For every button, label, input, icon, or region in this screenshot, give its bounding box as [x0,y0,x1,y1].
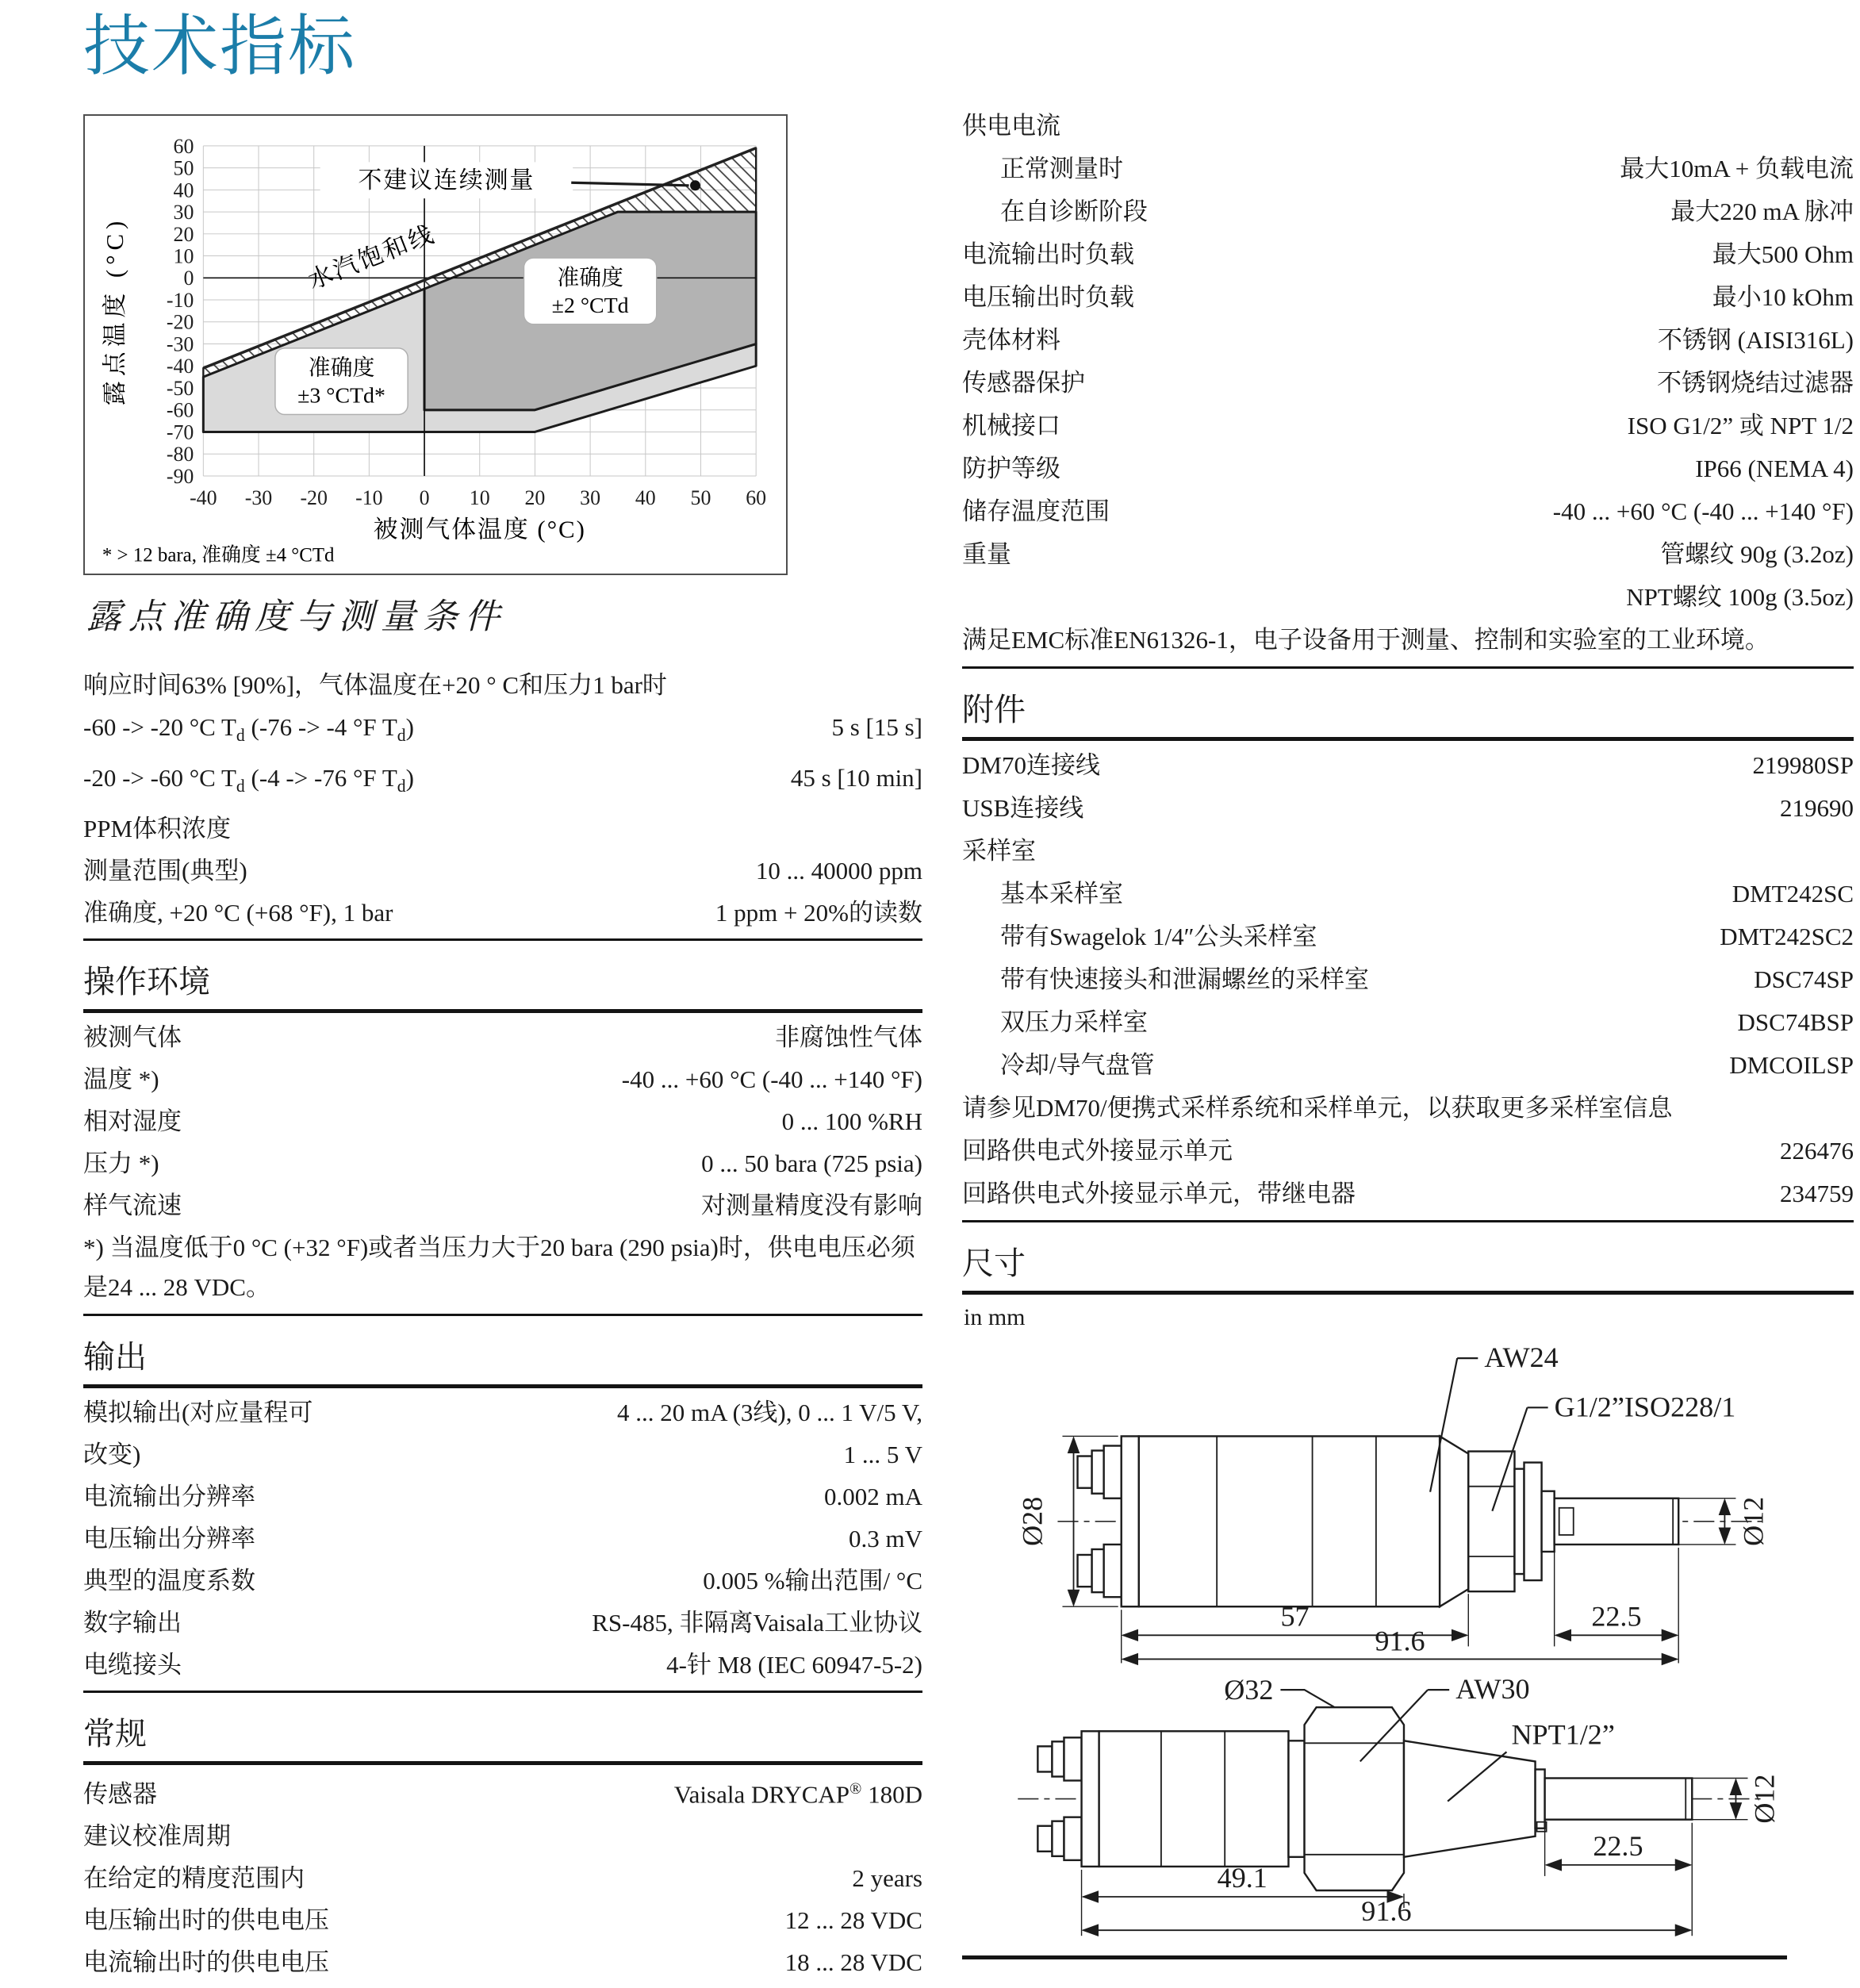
svg-text:50: 50 [690,485,711,509]
section-note: *) 当温度低于0 °C (+32 °F)或者当压力大于20 bara (290 psia)时，供电电压必须是24 ... 28 VDC。 [83,1233,915,1301]
section-supply-current [962,102,1854,669]
svg-text:10: 10 [173,244,194,268]
spec-value: 18 ... 28 VDC [784,1948,922,1977]
spec-row [83,757,922,808]
spec-label: USB连接线 [962,794,1084,822]
spec-value: 219690 [1780,794,1854,822]
section-title: 尺寸 [962,1245,1854,1295]
npt-taper-thread [1404,1741,1536,1858]
spec-row [962,830,1854,873]
spec-value: -40 ... +60 °C (-40 ... +140 °F) [1552,497,1854,525]
spec-value: 最大10mA + 负载电流 [1620,155,1854,182]
spec-row [83,1184,922,1226]
spec-label: 模拟输出(对应量程可 [83,1398,313,1426]
spec-label: 电流输出时的供电电压 [83,1948,329,1977]
spec-label: 重量 [962,540,1011,568]
dew-point-accuracy-chart [85,119,786,573]
operating-environment-table [83,1013,922,1316]
spec-value: 0 ... 50 bara (725 psia) [701,1149,922,1177]
section-dimensions [962,1245,1854,1959]
spec-label: 供电电流 [962,112,1060,140]
svg-text:-60: -60 [166,398,194,422]
svg-text:-90: -90 [166,465,194,489]
probe-length-label: 22.5 [1591,1600,1642,1633]
spec-row [962,148,1854,190]
spec-row [962,1172,1854,1215]
spec-label: 建议校准周期 [83,1822,231,1851]
svg-text:60: 60 [173,134,194,158]
svg-text:60: 60 [746,485,767,509]
accessories-table [962,741,1854,1222]
spec-label: 带有Swagelok 1/4″公头采样室 [1000,923,1317,950]
spec-value: 最大500 Ohm [1712,240,1854,268]
spec-value: DSC74BSP [1737,1008,1854,1036]
spec-value: 0 ... 100 %RH [781,1107,922,1135]
spec-row [83,706,922,757]
spec-row [83,1899,922,1941]
spec-value: 45 s [10 min] [790,763,922,792]
spec-value: 5 s [15 s] [831,712,922,741]
spec-row [962,362,1854,405]
spec-row [962,233,1854,276]
spec-value: Vaisala DRYCAP® 180D [673,1779,922,1809]
body-length-label: 57 [1280,1600,1310,1633]
spec-label: 样气流速 [83,1191,182,1219]
spec-value: 234759 [1780,1180,1854,1207]
spec-row [962,447,1854,490]
probe-diameter-label: Ø12 [1737,1496,1770,1546]
spec-value: 不锈钢 (AISI316L) [1657,326,1854,354]
spec-value: ISO G1/2” 或 NPT 1/2 [1627,412,1854,439]
svg-text:±2 °CTd: ±2 °CTd [551,294,629,319]
spec-row [83,1815,922,1857]
body-length-label: 49.1 [1217,1862,1267,1894]
svg-text:50: 50 [173,156,194,180]
page-bottom-rule [962,1955,1787,1959]
hex-nut [1305,1708,1404,1891]
svg-text:40: 40 [173,178,194,202]
spec-label: 温度 *) [83,1065,159,1093]
spec-row [962,405,1854,447]
spec-row [962,533,1854,576]
general-table [83,1765,922,1988]
spec-row [83,1518,922,1560]
spec-value: RS-485, 非隔离Vaisala工业协议 [592,1608,922,1637]
spec-row [83,1016,922,1058]
body-diameter-label: Ø28 [1016,1496,1049,1546]
svg-text:-20: -20 [300,485,328,509]
svg-text:20: 20 [524,485,546,509]
spec-label: 电压输出分辨率 [83,1524,255,1552]
spec-value: 0.005 %输出范围/ °C [703,1566,922,1595]
spec-value: DMT242SC [1732,880,1854,908]
dimension-drawing-g12 [962,1334,1854,1664]
svg-text:-40: -40 [190,485,217,509]
section-note: 请参见DM70/便携式采样系统和采样单元，以获取更多采样室信息 [962,1094,1673,1122]
page-title: 技术指标 [83,10,357,84]
svg-text:-30: -30 [166,332,194,356]
not-recommended-label: 不建议连续测量 [358,167,535,194]
svg-text:-10: -10 [355,485,383,509]
svg-text:0: 0 [183,267,194,290]
spec-value: 0.002 mA [824,1482,922,1510]
dimension-unit-note: in mm [964,1304,1026,1330]
total-length-label: 91.6 [1361,1895,1412,1928]
dimension-drawing-npt [962,1668,1854,1942]
spec-row [962,873,1854,915]
spec-value: 1 ppm + 20%的读数 [715,898,922,927]
spec-label: PPM体积浓度 [83,814,232,842]
spec-row [962,576,1854,619]
svg-text:20: 20 [173,222,194,246]
svg-text:-30: -30 [244,485,273,509]
svg-text:±3 °CTd*: ±3 °CTd* [297,383,385,409]
spec-label: 冷却/导气盘管 [1000,1051,1155,1079]
supply-current-table [962,102,1854,669]
spec-label: 在给定的精度范围内 [83,1864,305,1893]
output-table [83,1388,922,1693]
spec-value: 12 ... 28 VDC [784,1906,922,1935]
spec-label: 正常测量时 [1000,155,1123,182]
spec-label: DM70连接线 [962,751,1100,779]
spec-value: 不锈钢烧结过滤器 [1657,369,1854,397]
spec-label: 壳体材料 [962,326,1060,354]
thread-relief [1514,1469,1524,1574]
spec-row [83,1602,922,1644]
spec-value: DMCOILSP [1729,1051,1854,1079]
total-length-label: 91.6 [1375,1625,1425,1657]
spec-row [962,105,1854,148]
spec-row [962,276,1854,319]
spec-row [83,1476,922,1518]
section-general [83,1715,922,1988]
spec-label: 传感器 [83,1780,157,1809]
spec-row [83,850,922,892]
thread-spec-label: NPT1/2” [1511,1718,1615,1751]
spec-row [962,1130,1854,1172]
spec-label: 防护等级 [962,455,1060,482]
hex-diameter-label: Ø32 [1224,1674,1274,1706]
saturation-line-label: 水汽饱和线 [304,220,439,295]
y-axis-label: 露点温度 (°C) [101,216,128,406]
spec-label: 电缆接头 [83,1650,182,1679]
svg-text:30: 30 [580,485,601,509]
section-response-time [83,661,922,941]
spec-row [962,190,1854,233]
spec-value: DSC74SP [1754,965,1854,993]
wrench-size-label: AW30 [1455,1673,1530,1706]
spec-value: IP66 (NEMA 4) [1695,455,1854,482]
spec-label: 测量范围(典型) [83,856,247,885]
svg-text:-50: -50 [166,377,194,401]
spec-label: 传感器保护 [962,369,1085,397]
spec-label: 相对湿度 [83,1107,182,1135]
spec-value: 219980SP [1752,751,1854,779]
spec-row [962,1001,1854,1044]
figure-caption: 露点准确度与测量条件 [86,597,507,636]
spec-value: 非腐蚀性气体 [775,1023,922,1051]
svg-text:30: 30 [173,201,194,225]
spec-value: 对测量精度没有影响 [701,1191,922,1219]
spec-label: 改变) [83,1440,141,1468]
spec-value: NPT螺纹 100g (3.5oz) [1626,583,1854,611]
transmitter-body [1122,1436,1678,1606]
spec-label: 典型的温度系数 [83,1566,255,1595]
spec-value: 10 ... 40000 ppm [755,856,922,885]
spec-value: -40 ... +60 °C (-40 ... +140 °F) [621,1065,922,1093]
spec-row [962,787,1854,830]
spec-row [83,1941,922,1983]
response-time-table [83,661,922,941]
spec-value: 最小10 kOhm [1712,283,1854,311]
spec-row [962,958,1854,1001]
wrench-size-label: AW24 [1484,1341,1559,1374]
spec-label: 基本采样室 [1000,880,1123,908]
spec-value: 1 ... 5 V [843,1440,922,1468]
section-title: 操作环境 [83,963,922,1013]
spec-label: 双压力采样室 [1000,1008,1148,1036]
chart-footnote: * > 12 bara, 准确度 ±4 °CTd [102,544,335,566]
spec-row [962,744,1854,787]
spec-value: DMT242SC2 [1720,923,1854,950]
spec-row [962,915,1854,958]
spec-row [83,1142,922,1184]
right-column [962,0,1854,1959]
spec-label: 回路供电式外接显示单元，带继电器 [962,1180,1356,1207]
svg-text:-80: -80 [166,443,194,466]
spec-label: 被测气体 [83,1023,182,1051]
spec-label: 准确度, +20 °C (+68 °F), 1 bar [83,898,393,927]
spec-label: 电压输出时负载 [962,283,1134,311]
spec-row [962,1044,1854,1087]
spec-row [83,1100,922,1142]
spec-value: 2 years [852,1864,922,1893]
section-accessories [962,691,1854,1222]
spec-value: 管螺纹 90g (3.2oz) [1660,540,1854,568]
spec-label: 电流输出时负载 [962,240,1134,268]
probe-diameter-label: Ø12 [1748,1774,1781,1825]
svg-text:-10: -10 [166,289,194,313]
spec-row [83,1644,922,1686]
spec-row [962,490,1854,533]
section-operating-environment [83,963,922,1316]
x-axis-label: 被测气体温度 (°C) [373,516,586,543]
spec-row [83,664,922,706]
svg-text:-70: -70 [166,420,194,444]
spec-value: 0.3 mV [849,1524,922,1552]
spec-row [83,1560,922,1602]
spec-label: 在自诊断阶段 [1000,198,1148,225]
spec-row [83,1391,922,1433]
spec-row [962,319,1854,362]
hex-collar [1468,1452,1514,1592]
spec-label: 机械接口 [962,412,1060,439]
svg-text:40: 40 [635,485,656,509]
dew-point-accuracy-figure [83,114,788,574]
svg-text:-40: -40 [166,355,194,378]
spec-label: 数字输出 [83,1608,182,1637]
shoulder [1440,1436,1468,1606]
spec-row [83,892,922,934]
spec-label: -60 -> -20 °C $T_d$ (-76 -> -4 °F $T_d$) [83,712,414,745]
spec-row [83,1768,922,1815]
spec-label: 压力 *) [83,1149,159,1177]
spec-label: 带有快速接头和泄漏螺丝的采样室 [1000,965,1369,993]
left-column [83,0,922,1988]
section-title: 附件 [962,691,1854,741]
spec-row [83,1857,922,1899]
g12-thread [1524,1463,1542,1581]
svg-text:准确度: 准确度 [308,355,375,381]
spec-row [83,1058,922,1100]
spec-label: 电流输出分辨率 [83,1482,255,1510]
spec-label: 储存温度范围 [962,497,1110,525]
spec-value: 226476 [1780,1137,1854,1165]
svg-text:0: 0 [419,485,430,509]
thread-spec-label: G1/2”ISO228/1 [1554,1391,1736,1423]
probe-tube [1545,1779,1693,1820]
spec-row [83,808,922,850]
section-note: 满足EMC标准EN61326-1，电子设备用于测量、控制和实验室的工业环境。 [962,626,1770,654]
section-title: 输出 [83,1338,922,1388]
probe-length-label: 22.5 [1593,1830,1643,1863]
svg-text:准确度: 准确度 [557,266,623,291]
spec-value: 最大220 mA 脉冲 [1670,198,1854,225]
spec-label: -20 -> -60 °C $T_d$ (-4 -> -76 °F $T_d$) [83,763,414,796]
section-title: 常规 [83,1715,922,1765]
spec-label: 电压输出时的供电电压 [83,1906,329,1935]
spec-value: 4-针 M8 (IEC 60947-5-2) [666,1650,922,1679]
section-output [83,1338,922,1693]
spec-label: 回路供电式外接显示单元 [962,1137,1233,1165]
svg-text:10: 10 [469,485,490,509]
spec-value: 4 ... 20 mA (3线), 0 ... 1 V/5 V, [617,1398,922,1426]
spec-label: 响应时间63% [90%]，气体温度在+20 ° C和压力1 bar时 [83,670,667,699]
svg-text:-20: -20 [166,310,194,334]
spec-row [83,1433,922,1476]
spec-label: 采样室 [962,837,1036,865]
